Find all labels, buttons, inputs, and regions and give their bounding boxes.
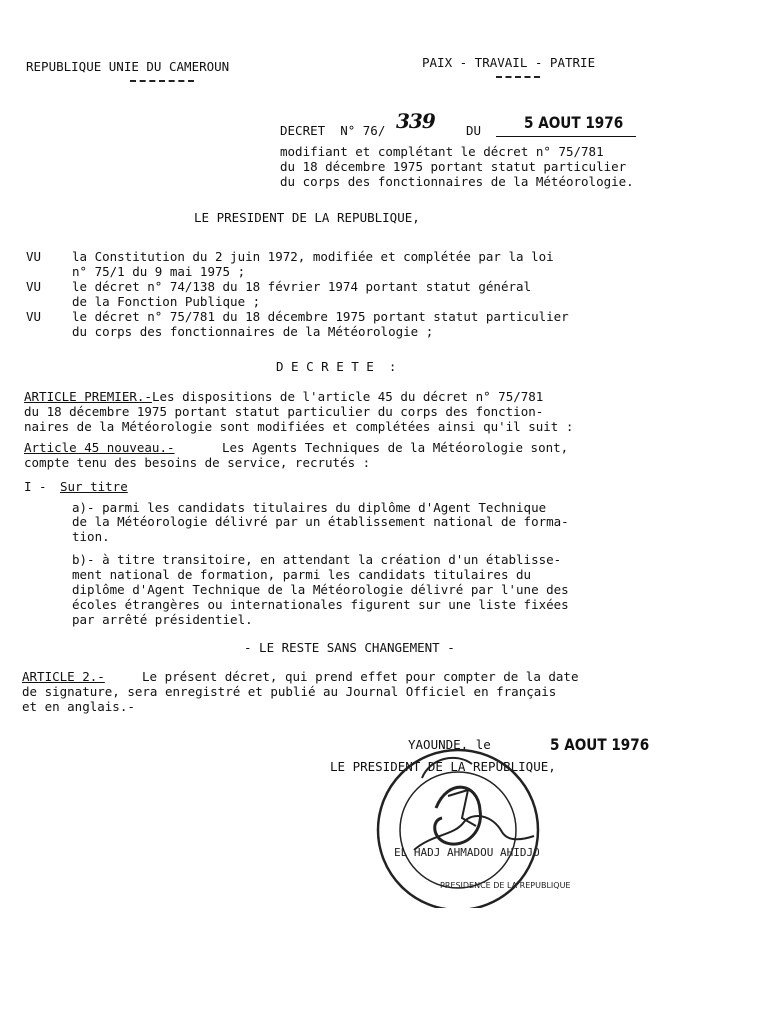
vu-2-line-2: de la Fonction Publique ;	[72, 294, 261, 309]
article-45-line-2: compte tenu des besoins de service, recrutés :	[24, 455, 371, 470]
vu-label-3: VU	[26, 309, 42, 324]
article-premier-line-1: Les dispositions de l'article 45 du décret n° 75/781	[152, 389, 544, 404]
decree-date-underline	[496, 136, 636, 137]
article-45-label: Article 45 nouveau.-	[24, 440, 175, 455]
vu-1-line-1: la Constitution du 2 juin 1972, modifiée et complétée par la loi	[72, 249, 554, 264]
article-2-line-1: Le présent décret, qui prend effet pour compter de la date	[142, 669, 579, 684]
article-premier-line-2: du 18 décembre 1975 portant statut particulier du corps des fonction-	[24, 404, 544, 419]
article-2-label: ARTICLE 2.-	[22, 669, 105, 684]
signature-date-stamp: 5 AOUT 1976	[550, 735, 650, 754]
header-right-divider	[496, 76, 540, 78]
vu-2-line-1: le décret n° 74/138 du 18 février 1974 portant statut général	[72, 279, 532, 294]
item-b-line-1: b)- à titre transitoire, en attendant la création d'un établisse-	[72, 552, 562, 567]
article-2-line-3: et en anglais.-	[22, 699, 135, 714]
reste-sans-changement: - LE RESTE SANS CHANGEMENT -	[244, 640, 455, 655]
article-45-line-1: Les Agents Techniques de la Météorologie sont,	[222, 440, 569, 455]
presidential-seal	[352, 738, 572, 908]
decree-subject-1: modifiant et complétant le décret n° 75/781	[280, 144, 604, 159]
item-b-line-5: par arrêté présidentiel.	[72, 612, 253, 627]
item-b-line-3: diplôme d'Agent Technique de la Météorologie délivré par l'une des	[72, 582, 569, 597]
decree-date-stamp: 5 AOUT 1976	[524, 113, 624, 132]
section-title: Sur titre	[60, 479, 128, 494]
decree-label: DECRET N° 76/	[280, 123, 386, 138]
motto-header: PAIX - TRAVAIL - PATRIE	[422, 55, 596, 70]
section-prefix: I -	[24, 479, 47, 494]
decree-subject-2: du 18 décembre 1975 portant statut particulier	[280, 159, 627, 174]
vu-3-line-2: du corps des fonctionnaires de la Météorologie ;	[72, 324, 434, 339]
seal-signatory-name: EL HADJ AHMADOU AHIDJO	[394, 846, 540, 859]
decrete-heading: D E C R E T E :	[276, 359, 397, 374]
signature-place: YAOUNDE, le	[408, 737, 491, 752]
vu-3-line-1: le décret n° 75/781 du 18 décembre 1975 portant statut particulier	[72, 309, 569, 324]
decree-du: DU	[466, 123, 482, 138]
decree-number-handwritten: 339	[396, 109, 435, 133]
president-heading: LE PRESIDENT DE LA REPUBLIQUE,	[194, 210, 420, 225]
vu-label-1: VU	[26, 249, 42, 264]
vu-label-2: VU	[26, 279, 42, 294]
republic-header: REPUBLIQUE UNIE DU CAMEROUN	[26, 59, 230, 74]
item-a-line-3: tion.	[72, 529, 110, 544]
item-b-line-2: ment national de formation, parmi les candidats titulaires du	[72, 567, 532, 582]
item-a-line-2: de la Météorologie délivré par un établissement national de forma-	[72, 514, 569, 529]
item-b-line-4: écoles étrangères ou internationales figurent sur une liste fixées	[72, 597, 569, 612]
vu-1-line-2: n° 75/1 du 9 mai 1975 ;	[72, 264, 246, 279]
article-2-line-2: de signature, sera enregistré et publié au Journal Officiel en français	[22, 684, 557, 699]
signature-title: LE PRESIDENT DE LA REPUBLIQUE,	[330, 759, 556, 774]
decree-subject-3: du corps des fonctionnaires de la Météorologie.	[280, 174, 634, 189]
item-a-line-1: a)- parmi les candidats titulaires du diplôme d'Agent Technique	[72, 500, 547, 515]
article-premier-label: ARTICLE PREMIER.-	[24, 389, 152, 404]
article-premier-line-3: naires de la Météorologie sont modifiées et complétées ainsi qu'il suit :	[24, 419, 574, 434]
header-left-divider	[130, 80, 194, 82]
seal-inscription: PRESIDENCE DE LA REPUBLIQUE	[440, 881, 571, 890]
